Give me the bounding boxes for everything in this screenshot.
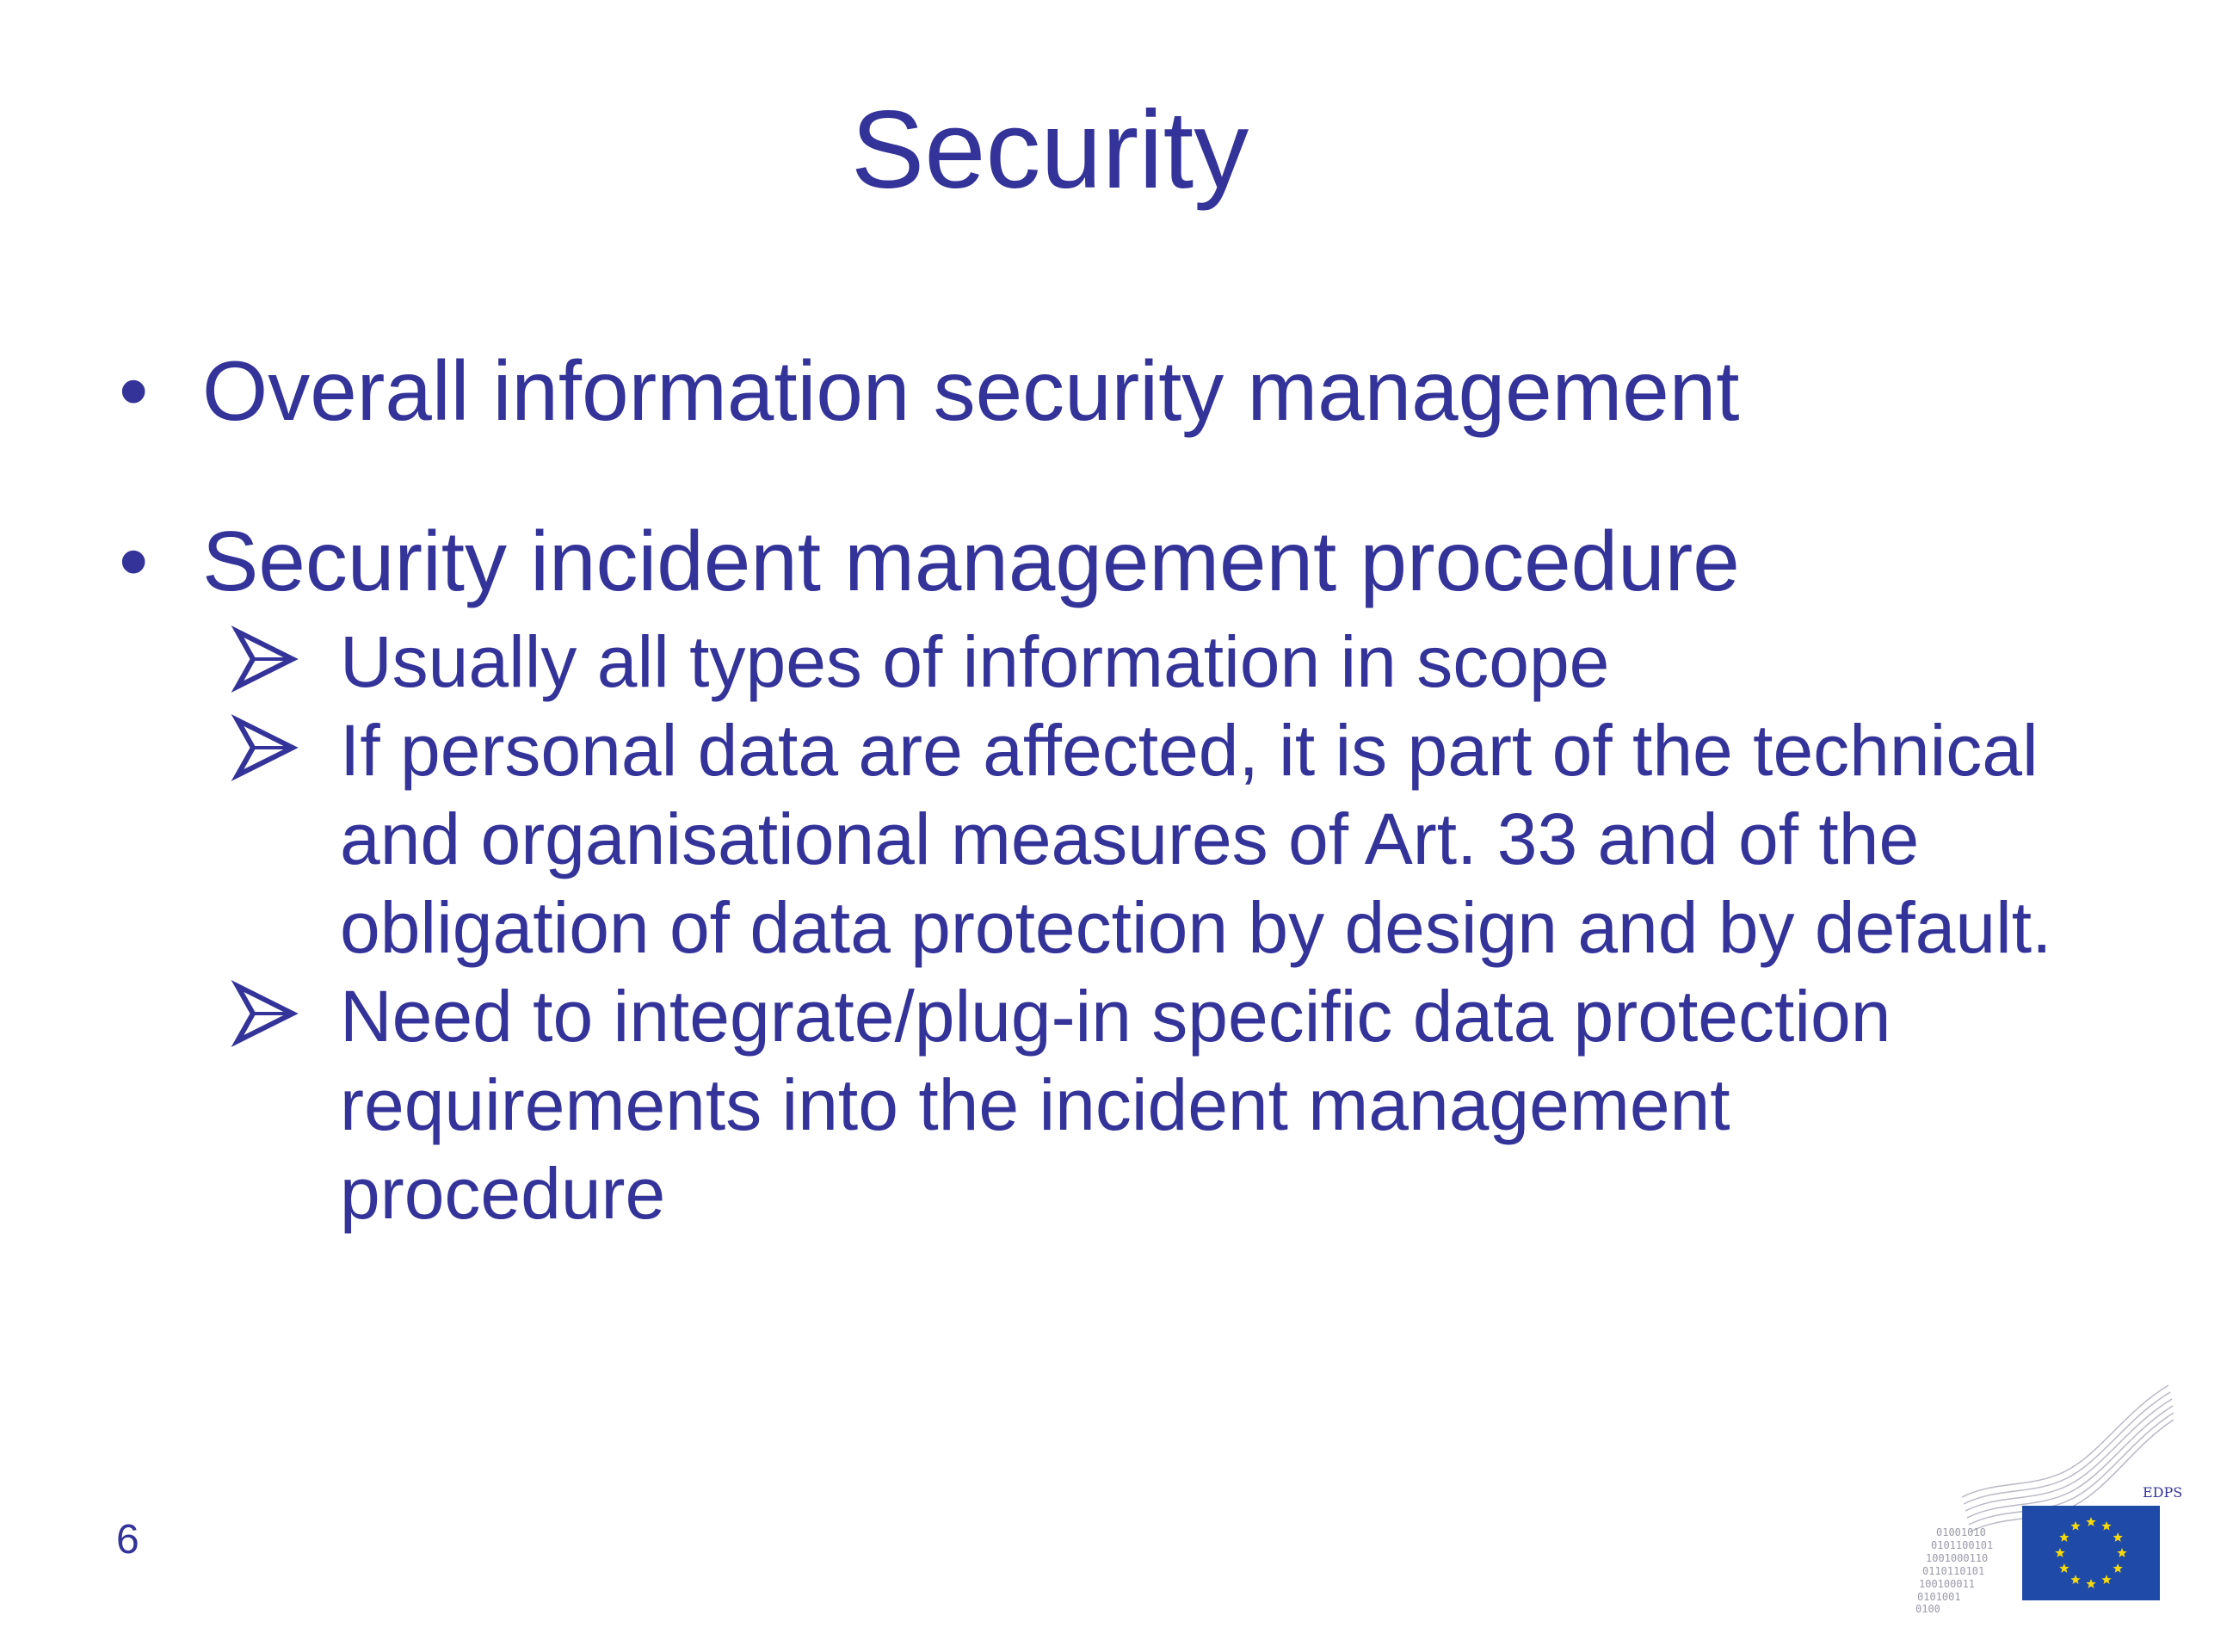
- bullet-dot: •: [119, 343, 149, 438]
- edps-logo: [1910, 1377, 2183, 1618]
- svg-text:01001010: 01001010: [1936, 1526, 1986, 1538]
- svg-text:0110110101: 0110110101: [1922, 1565, 1985, 1577]
- svg-text:1001000110: 1001000110: [1926, 1552, 1989, 1564]
- slide-title: Security: [850, 89, 1249, 212]
- arrow-bullet-icon: [231, 979, 299, 1048]
- sub-item-text: Need to integrate/plug-in specific data protection requirements into the incident management procedure: [340, 976, 1891, 1234]
- svg-text:0100: 0100: [1915, 1603, 1940, 1615]
- bullet-dot: •: [119, 514, 149, 608]
- bullet-text: Overall information security management: [202, 343, 1740, 438]
- arrow-bullet-icon: [231, 713, 299, 782]
- bullet-text: Security incident management procedure: [202, 514, 1740, 608]
- sub-item-text: Usually all types of information in scope: [340, 621, 1610, 702]
- page-number: 6: [116, 1517, 139, 1563]
- sub-item-text: If personal data are affected, it is part of the technical and organisational measures of Art. 33 and of the obligation of data protection by design and by default.: [340, 710, 2052, 968]
- edps-label: EDPS: [2143, 1484, 2183, 1501]
- binary-digits-graphic: [1915, 1526, 1993, 1615]
- svg-text:100100011: 100100011: [1919, 1578, 1976, 1590]
- svg-text:0101001: 0101001: [1917, 1591, 1961, 1603]
- arrow-bullet-icon: [231, 625, 299, 693]
- svg-text:0101100101: 0101100101: [1931, 1539, 1994, 1551]
